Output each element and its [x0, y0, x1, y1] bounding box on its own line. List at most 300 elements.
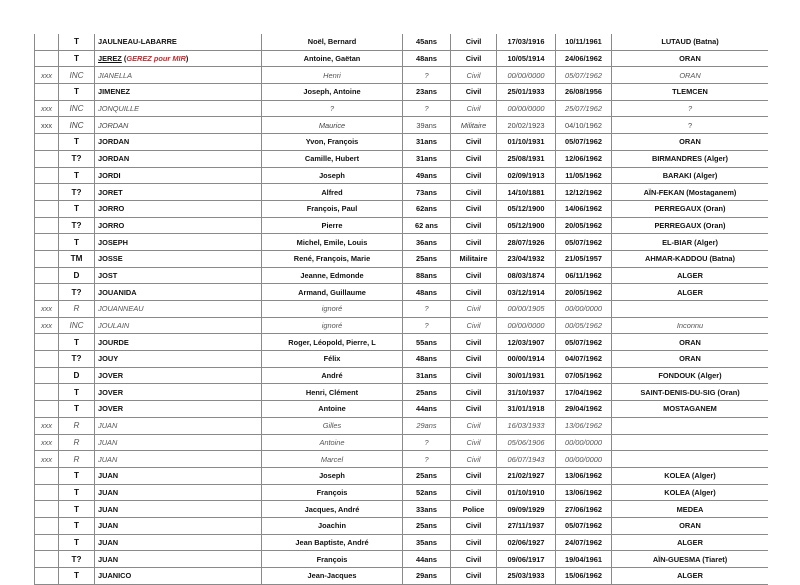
event-date-cell: 13/06/1962 [556, 417, 612, 434]
code-cell: T [59, 34, 95, 50]
table-row [35, 184, 769, 201]
place-cell [612, 417, 769, 434]
code-cell: R [59, 451, 95, 468]
place-cell: TLEMCEN [612, 84, 769, 101]
code-cell: T [59, 84, 95, 101]
surname-cell: JOUY [95, 351, 262, 368]
flag-cell [35, 234, 59, 251]
surname-cell: JOSSE [95, 250, 262, 267]
birth-date-cell: 25/08/1931 [497, 150, 556, 167]
records-table [34, 34, 768, 585]
status-cell: Civil [451, 67, 497, 84]
flag-cell [35, 334, 59, 351]
flag-cell [35, 150, 59, 167]
status-cell: Civil [451, 150, 497, 167]
given-names-cell: René, François, Marie [262, 250, 403, 267]
flag-cell [35, 34, 59, 50]
status-cell: Civil [451, 534, 497, 551]
event-date-cell: 06/11/1962 [556, 267, 612, 284]
given-names-cell: Jeanne, Edmonde [262, 267, 403, 284]
table-row [35, 534, 769, 551]
place-cell: ORAN [612, 67, 769, 84]
birth-date-cell: 05/06/1906 [497, 434, 556, 451]
event-date-cell: 00/00/0000 [556, 451, 612, 468]
code-cell: INC [59, 317, 95, 334]
code-cell: TM [59, 250, 95, 267]
birth-date-cell: 23/04/1932 [497, 250, 556, 267]
flag-cell [35, 134, 59, 151]
surname-cell: JUAN [95, 534, 262, 551]
place-cell: ALGER [612, 534, 769, 551]
flag-cell [35, 50, 59, 67]
given-names-cell: François [262, 551, 403, 568]
given-names-cell: Henri [262, 67, 403, 84]
table-row [35, 384, 769, 401]
flag-cell: xxx [35, 317, 59, 334]
status-cell: Civil [451, 367, 497, 384]
birth-date-cell: 03/12/1914 [497, 284, 556, 301]
code-cell: T [59, 534, 95, 551]
flag-cell: xxx [35, 451, 59, 468]
surname-cell: JORDAN [95, 117, 262, 134]
table-row [35, 117, 769, 134]
birth-date-cell: 17/03/1916 [497, 34, 556, 50]
code-cell: T? [59, 551, 95, 568]
birth-date-cell: 00/00/0000 [497, 67, 556, 84]
table-row [35, 401, 769, 418]
age-cell: 23ans [403, 84, 451, 101]
birth-date-cell: 01/10/1931 [497, 134, 556, 151]
surname-cell: JIMENEZ [95, 84, 262, 101]
surname-cell: JUAN [95, 451, 262, 468]
surname-cell: JOUANIDA [95, 284, 262, 301]
surname-note: GEREZ pour MIR [126, 54, 186, 64]
surname-cell: JAULNEAU-LABARRE [95, 34, 262, 50]
given-names-cell: Roger, Léopold, Pierre, L [262, 334, 403, 351]
age-cell: 49ans [403, 167, 451, 184]
birth-date-cell: 08/03/1874 [497, 267, 556, 284]
age-cell: 35ans [403, 534, 451, 551]
flag-cell [35, 351, 59, 368]
given-names-cell: Gilles [262, 417, 403, 434]
birth-date-cell: 06/07/1943 [497, 451, 556, 468]
table-row [35, 484, 769, 501]
age-cell: 62 ans [403, 217, 451, 234]
flag-cell [35, 517, 59, 534]
table-row [35, 267, 769, 284]
age-cell: 88ans [403, 267, 451, 284]
surname-cell: JUAN [95, 467, 262, 484]
birth-date-cell: 31/10/1937 [497, 384, 556, 401]
given-names-cell: Yvon, François [262, 134, 403, 151]
event-date-cell: 13/06/1962 [556, 484, 612, 501]
table-row [35, 434, 769, 451]
birth-date-cell: 09/06/1917 [497, 551, 556, 568]
event-date-cell: 24/07/1962 [556, 534, 612, 551]
table-row [35, 67, 769, 84]
place-cell: ALGER [612, 284, 769, 301]
event-date-cell: 05/07/1962 [556, 67, 612, 84]
age-cell: 48ans [403, 284, 451, 301]
place-cell: MEDEA [612, 501, 769, 518]
flag-cell [35, 217, 59, 234]
place-cell: ALGER [612, 568, 769, 585]
place-cell: ? [612, 117, 769, 134]
birth-date-cell: 12/03/1907 [497, 334, 556, 351]
event-date-cell: 04/10/1962 [556, 117, 612, 134]
flag-cell [35, 534, 59, 551]
given-names-cell: Alfred [262, 184, 403, 201]
status-cell: Civil [451, 217, 497, 234]
surname-cell: JIANELLA [95, 67, 262, 84]
table-row [35, 217, 769, 234]
code-cell: T [59, 234, 95, 251]
flag-cell [35, 200, 59, 217]
table-row [35, 317, 769, 334]
event-date-cell: 25/07/1962 [556, 100, 612, 117]
event-date-cell: 12/06/1962 [556, 150, 612, 167]
status-cell: Civil [451, 517, 497, 534]
age-cell: 73ans [403, 184, 451, 201]
flag-cell [35, 250, 59, 267]
surname-cell [95, 50, 262, 67]
given-names-cell: Jean Baptiste, André [262, 534, 403, 551]
code-cell: T [59, 517, 95, 534]
code-cell: INC [59, 67, 95, 84]
birth-date-cell: 00/00/0000 [497, 317, 556, 334]
place-cell: MOSTAGANEM [612, 401, 769, 418]
place-cell: ORAN [612, 334, 769, 351]
place-cell: ORAN [612, 134, 769, 151]
surname-cell: JUAN [95, 484, 262, 501]
table-row [35, 517, 769, 534]
table-row [35, 150, 769, 167]
status-cell: Civil [451, 417, 497, 434]
code-cell: R [59, 301, 95, 318]
given-names-cell: Antoine [262, 434, 403, 451]
code-cell: T [59, 50, 95, 67]
place-cell: AÏN-FEKAN (Mostaganem) [612, 184, 769, 201]
age-cell: 44ans [403, 551, 451, 568]
status-cell: Civil [451, 351, 497, 368]
birth-date-cell: 30/01/1931 [497, 367, 556, 384]
birth-date-cell: 14/10/1881 [497, 184, 556, 201]
given-names-cell: Michel, Emile, Louis [262, 234, 403, 251]
place-cell [612, 301, 769, 318]
birth-date-cell: 16/03/1933 [497, 417, 556, 434]
table-row [35, 34, 769, 50]
flag-cell [35, 167, 59, 184]
age-cell: 25ans [403, 250, 451, 267]
surname-cell: JUAN [95, 551, 262, 568]
spreadsheet-page [34, 34, 768, 585]
flag-cell [35, 401, 59, 418]
surname-cell: JORDI [95, 167, 262, 184]
surname-cell: JOUANNEAU [95, 301, 262, 318]
code-cell: T? [59, 284, 95, 301]
place-cell: SAINT-DENIS-DU-SIG (Oran) [612, 384, 769, 401]
given-names-cell: Jacques, André [262, 501, 403, 518]
age-cell: 62ans [403, 200, 451, 217]
place-cell [612, 434, 769, 451]
event-date-cell: 00/00/0000 [556, 301, 612, 318]
age-cell: 29ans [403, 568, 451, 585]
paren-close: ) [185, 54, 189, 64]
age-cell: 31ans [403, 367, 451, 384]
flag-cell [35, 484, 59, 501]
paren-open: ( [121, 54, 127, 64]
status-cell: Civil [451, 134, 497, 151]
given-names-cell: ? [262, 100, 403, 117]
flag-cell: xxx [35, 417, 59, 434]
flag-cell: xxx [35, 434, 59, 451]
age-cell: 25ans [403, 384, 451, 401]
surname-text: JEREZ [98, 54, 122, 64]
age-cell: 33ans [403, 501, 451, 518]
age-cell: 25ans [403, 517, 451, 534]
given-names-cell: Félix [262, 351, 403, 368]
birth-date-cell: 09/09/1929 [497, 501, 556, 518]
place-cell: PERREGAUX (Oran) [612, 200, 769, 217]
surname-cell: JONQUILLE [95, 100, 262, 117]
event-date-cell: 00/05/1962 [556, 317, 612, 334]
status-cell: Civil [451, 551, 497, 568]
status-cell: Civil [451, 467, 497, 484]
event-date-cell: 15/06/1962 [556, 568, 612, 585]
code-cell: T [59, 200, 95, 217]
surname-cell: JOULAIN [95, 317, 262, 334]
place-cell: FONDOUK (Alger) [612, 367, 769, 384]
place-cell: ? [612, 100, 769, 117]
code-cell: T [59, 568, 95, 585]
surname-cell: JOVER [95, 401, 262, 418]
event-date-cell: 14/06/1962 [556, 200, 612, 217]
event-date-cell: 29/04/1962 [556, 401, 612, 418]
flag-cell [35, 267, 59, 284]
table-row [35, 351, 769, 368]
status-cell: Militaire [451, 117, 497, 134]
surname-cell: JOURDE [95, 334, 262, 351]
table-row [35, 84, 769, 101]
age-cell: ? [403, 100, 451, 117]
code-cell: T [59, 467, 95, 484]
age-cell: 29ans [403, 417, 451, 434]
birth-date-cell: 02/09/1913 [497, 167, 556, 184]
place-cell: ORAN [612, 517, 769, 534]
birth-date-cell: 21/02/1927 [497, 467, 556, 484]
given-names-cell: Joseph [262, 467, 403, 484]
table-row [35, 284, 769, 301]
given-names-cell: ignoré [262, 301, 403, 318]
code-cell: R [59, 434, 95, 451]
status-cell: Civil [451, 184, 497, 201]
status-cell: Civil [451, 451, 497, 468]
event-date-cell: 24/06/1962 [556, 50, 612, 67]
place-cell [612, 451, 769, 468]
status-cell: Civil [451, 34, 497, 50]
flag-cell [35, 84, 59, 101]
birth-date-cell: 01/10/1910 [497, 484, 556, 501]
given-names-cell: Maurice [262, 117, 403, 134]
given-names-cell: Pierre [262, 217, 403, 234]
event-date-cell: 20/05/1962 [556, 217, 612, 234]
birth-date-cell: 02/06/1927 [497, 534, 556, 551]
given-names-cell: Antoine [262, 401, 403, 418]
given-names-cell: André [262, 367, 403, 384]
given-names-cell: Antoine, Gaëtan [262, 50, 403, 67]
age-cell: ? [403, 434, 451, 451]
table-row [35, 501, 769, 518]
birth-date-cell: 25/03/1933 [497, 568, 556, 585]
status-cell: Civil [451, 267, 497, 284]
place-cell: AHMAR-KADDOU (Batna) [612, 250, 769, 267]
given-names-cell: François [262, 484, 403, 501]
age-cell: ? [403, 451, 451, 468]
birth-date-cell: 05/12/1900 [497, 200, 556, 217]
surname-cell: JUAN [95, 434, 262, 451]
surname-cell: JORDAN [95, 150, 262, 167]
surname-cell: JUAN [95, 501, 262, 518]
event-date-cell: 05/07/1962 [556, 334, 612, 351]
age-cell: 48ans [403, 351, 451, 368]
status-cell: Civil [451, 284, 497, 301]
age-cell: ? [403, 301, 451, 318]
place-cell: LUTAUD (Batna) [612, 34, 769, 50]
given-names-cell: Joseph, Antoine [262, 84, 403, 101]
table-row [35, 367, 769, 384]
age-cell: 45ans [403, 34, 451, 50]
table-row [35, 568, 769, 585]
flag-cell: xxx [35, 301, 59, 318]
status-cell: Civil [451, 434, 497, 451]
code-cell: R [59, 417, 95, 434]
age-cell: 31ans [403, 150, 451, 167]
surname-cell: JORRO [95, 217, 262, 234]
given-names-cell: Joseph [262, 167, 403, 184]
flag-cell: xxx [35, 67, 59, 84]
table-row [35, 234, 769, 251]
given-names-cell: Henri, Clément [262, 384, 403, 401]
event-date-cell: 04/07/1962 [556, 351, 612, 368]
status-cell: Civil [451, 384, 497, 401]
table-row [35, 417, 769, 434]
status-cell: Civil [451, 167, 497, 184]
flag-cell [35, 501, 59, 518]
surname-cell: JOST [95, 267, 262, 284]
code-cell: T [59, 334, 95, 351]
flag-cell [35, 568, 59, 585]
code-cell: T? [59, 150, 95, 167]
event-date-cell: 19/04/1961 [556, 551, 612, 568]
table-row [35, 50, 769, 67]
code-cell: T? [59, 217, 95, 234]
code-cell: T [59, 134, 95, 151]
event-date-cell: 12/12/1962 [556, 184, 612, 201]
status-cell: Civil [451, 401, 497, 418]
code-cell: D [59, 367, 95, 384]
birth-date-cell: 00/00/1914 [497, 351, 556, 368]
birth-date-cell: 27/11/1937 [497, 517, 556, 534]
records-table-body [35, 34, 769, 584]
status-cell: Civil [451, 301, 497, 318]
age-cell: 52ans [403, 484, 451, 501]
event-date-cell: 00/00/0000 [556, 434, 612, 451]
birth-date-cell: 25/01/1933 [497, 84, 556, 101]
flag-cell: xxx [35, 117, 59, 134]
event-date-cell: 17/04/1962 [556, 384, 612, 401]
status-cell: Civil [451, 200, 497, 217]
event-date-cell: 27/06/1962 [556, 501, 612, 518]
table-row [35, 334, 769, 351]
surname-cell: JUAN [95, 417, 262, 434]
status-cell: Civil [451, 317, 497, 334]
status-cell: Civil [451, 234, 497, 251]
given-names-cell: Armand, Guillaume [262, 284, 403, 301]
surname-cell: JORRO [95, 200, 262, 217]
code-cell: T [59, 167, 95, 184]
status-cell: Civil [451, 50, 497, 67]
birth-date-cell: 05/12/1900 [497, 217, 556, 234]
status-cell: Civil [451, 334, 497, 351]
surname-cell: JUANICO [95, 568, 262, 585]
age-cell: 31ans [403, 134, 451, 151]
place-cell: KOLEA (Alger) [612, 467, 769, 484]
code-cell: T [59, 501, 95, 518]
code-cell: T [59, 384, 95, 401]
event-date-cell: 26/08/1956 [556, 84, 612, 101]
surname-cell: JOVER [95, 384, 262, 401]
place-cell: AÏN-GUESMA (Tiaret) [612, 551, 769, 568]
event-date-cell: 20/05/1962 [556, 284, 612, 301]
code-cell: D [59, 267, 95, 284]
given-names-cell: Joachin [262, 517, 403, 534]
flag-cell [35, 467, 59, 484]
given-names-cell: François, Paul [262, 200, 403, 217]
event-date-cell: 13/06/1962 [556, 467, 612, 484]
table-row [35, 167, 769, 184]
flag-cell [35, 384, 59, 401]
event-date-cell: 21/05/1957 [556, 250, 612, 267]
place-cell: PERREGAUX (Oran) [612, 217, 769, 234]
table-row [35, 467, 769, 484]
event-date-cell: 05/07/1962 [556, 517, 612, 534]
event-date-cell: 10/11/1961 [556, 34, 612, 50]
birth-date-cell: 31/01/1918 [497, 401, 556, 418]
age-cell: 36ans [403, 234, 451, 251]
given-names-cell: ignoré [262, 317, 403, 334]
status-cell: Civil [451, 568, 497, 585]
event-date-cell: 05/07/1962 [556, 134, 612, 151]
status-cell: Civil [451, 484, 497, 501]
given-names-cell: Noël, Bernard [262, 34, 403, 50]
given-names-cell: Camille, Hubert [262, 150, 403, 167]
age-cell: 48ans [403, 50, 451, 67]
table-row [35, 301, 769, 318]
code-cell: T [59, 401, 95, 418]
place-cell: ORAN [612, 50, 769, 67]
table-row [35, 250, 769, 267]
event-date-cell: 05/07/1962 [556, 234, 612, 251]
birth-date-cell: 10/05/1914 [497, 50, 556, 67]
age-cell: ? [403, 67, 451, 84]
event-date-cell: 11/05/1962 [556, 167, 612, 184]
age-cell: ? [403, 317, 451, 334]
place-cell: ORAN [612, 351, 769, 368]
table-row [35, 100, 769, 117]
given-names-cell: Jean-Jacques [262, 568, 403, 585]
event-date-cell: 07/05/1962 [556, 367, 612, 384]
flag-cell [35, 184, 59, 201]
